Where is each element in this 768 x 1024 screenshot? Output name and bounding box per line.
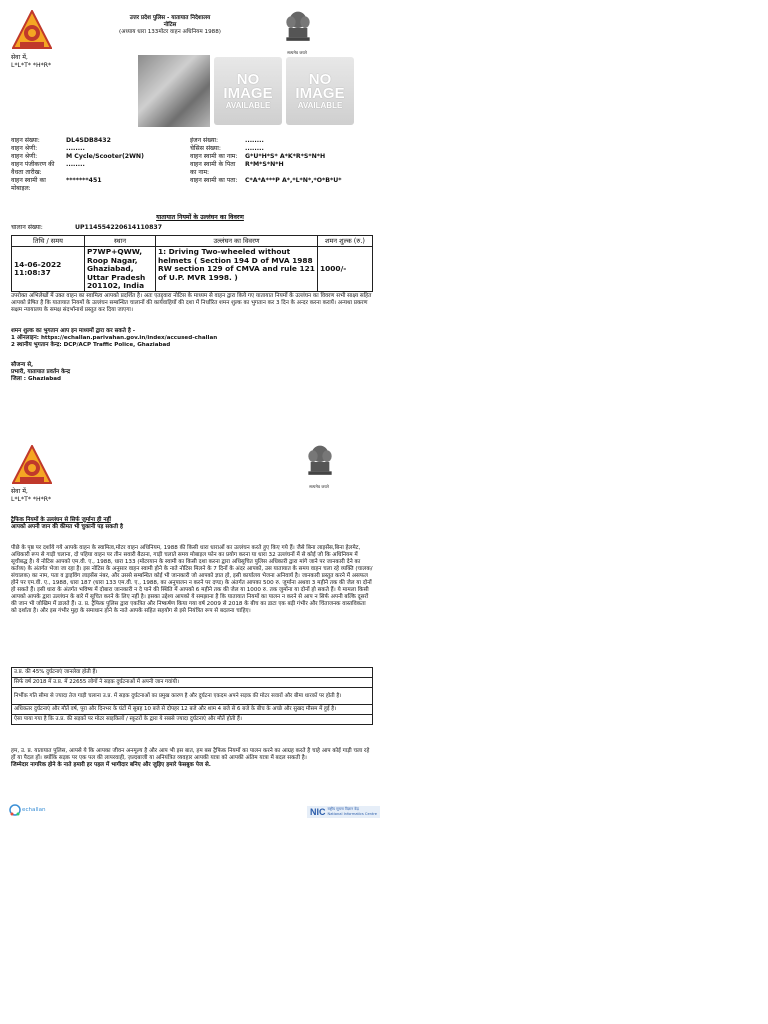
violation-place: P7WP+QWW, Roop Nagar, Ghaziabad, Uttar Pradesh 201102, India: [85, 247, 156, 292]
col-header: तिथि / समय: [12, 236, 85, 247]
recipient-label: सेवा में,: [11, 54, 28, 61]
awareness-body: पीछे के पृष्ठ पर दर्शाये गये आपके वाहन के स्वामित्व,मोटर वाहन अधिनियम, 1988 की किसी धारा धाराओं का उल्लंघन करते हुए किए गये हैं। जैसे बिना लाइसेंस,बिना हेलमेट, अधिकारी रूप से गाड़ी चलाना, दो पहिया वाहन पर तीन सवारी बैठाना, गाड़ी चलाते समय मोबाइल फोन का प्रयोग करना या धारा 32 उल्लंघनों में से कोई जो कि अधिनियम में सूचीबद्ध है। ये नोटिस आपको एम.वी. ए., 1988, धारा 133 (मोटरयान के स्वामी का किसी दशा करना द्वारा अधिसूचित पुलिस अधिकारी द्वारा मांगे जाने पर जानकारी देने का कर्तव्य) के अंतर्गत भेजा जा रहा है। इस नोटिस के अनुसार वाहन स्वामी होने के नाते नोटिस मिलने के 7 दिनों के अंदर आपको, उस यातायात के समय वाहन चला रहे व्यक्ति (चालक/संचालक) का नाम, पता व ड्राइविंग लाइसेंस नंबर, और उससे सम्बन्धित कोई भी जानकारी जो आपको ज्ञात हो, इसी कार्यालय भेजना अनिवार्य है। जानकारी प्रस्तुत करने में असफल होने पर एम.वी. ए., 1988, धारा 187 (धारा 133 एम.वी. ए., 1988, का अनुपालन न करने पर दण्ड) के अंतर्गत आपका 500 रु. जुर्माना अथवा 3 महीने तक की जेल या दोनों हो सकते हैं। इसी धारा के अंतर्गत भविष्य में दोबारा जानकारी न दे पाने की स्थिति में आपको 6 महीने तक की जेल या 1000 रु. तक जुर्माना या दोनों हो सकते हैं। ये मामला किसी आपको आपके द्वारा उल्लंघन के बारे में सूचित करने के लिए नहीं है। इसका उद्देश्य आपको ये समझाना है कि यातायात नियमों का पालन न करने से आप न सिर्फ अपनी बल्कि दूसरों की जान भी जोखिम में डालते हैं। उ. प्र. ट्रैफिक पुलिस द्वारा एकत्रित और निष्कर्षण किया गया वर्ष 2009 से 2018 के बीच का डाटा एक बड़ी गंभीर और चिंताजनक वास्तविकता को दर्शाता है। और इस गंभीर मुद्दा के समाधान होने के नाते आपके सहित सहयोग से इसे नियंत्रित रूप से बदलना चाहिए।: [11, 545, 373, 614]
detail-row: वाहन श्रेणी: M Cycle/Scooter(2WN): [11, 153, 144, 160]
headline-block: [11, 517, 123, 531]
nic-line-2: National Informatics Centre: [327, 812, 377, 816]
no-image-placeholder-1: NO IMAGE AVAILABLE: [214, 57, 282, 125]
col-header: शमन शुल्क (रु.): [318, 236, 373, 247]
violation-table: [11, 235, 373, 292]
recipient-name: L*L*T* *H*R*: [11, 496, 52, 503]
emblem-caption: सत्यमेव जयते: [309, 484, 329, 489]
headline-2: आपको अपनी जान की कीमत भी चुकानी पड़ सकती है: [11, 524, 123, 530]
headline-1: ट्रैफिक नियमों के उल्लंघन से सिर्फ जुर्माना ही नहीं: [11, 517, 111, 523]
fact-cell: निर्भीक गति सीमा से ज्यादा तेज गाड़ी चलाना उ.प्र. में सड़क दुर्घटनाओं का प्रमुख कारण है और दुर्घटना एकदम अपने सड़क की मोटर सवारों और बीमा धारकों पर होती है।: [12, 688, 373, 705]
details-left: [11, 137, 144, 193]
notice-header: [90, 15, 250, 36]
col-header: स्थान: [85, 236, 156, 247]
national-emblem: [284, 10, 310, 55]
facts-table: [11, 667, 373, 725]
signature-line-1: सौजन्य से,: [11, 362, 34, 368]
signature-block: [11, 362, 70, 383]
vehicle-photo: [138, 55, 210, 127]
emblem-caption: सत्यमेव जयते: [287, 50, 307, 55]
fact-cell: ऐसा पाया गया है कि उ.प्र. की सड़कों पर मोटर साइकिलों / स्कूटरों के द्वारा ये सबसे ज्यादा दुर्घटनाएं और मौतें होती हैं।: [12, 715, 373, 725]
detail-row: वाहन स्वामी के पिता R*M*S*N*H: [190, 161, 284, 168]
payment-block: [11, 328, 373, 349]
fact-cell: उ.प्र. की 45% दुर्घटनाएं जानलेवा होती हैं।: [12, 668, 373, 678]
violation-datetime: 14-06-2022 11:08:37: [12, 247, 85, 292]
national-emblem: [306, 444, 332, 489]
detail-row: चेसिस संख्या: ........: [190, 145, 264, 152]
no-image-placeholder-2: NO IMAGE AVAILABLE: [286, 57, 354, 125]
detail-row: वाहन पंजीकरण की ........: [11, 161, 85, 168]
detail-row: वाहन स्वामी का *******451: [11, 177, 102, 184]
fact-cell: अधिकतर दुर्घटनाएं और मौतें वर्ष, पूरा और दिनभर के घंटों में सुबह 10 बजे से दोपहर 12 बजे और शाम 4 बजे से 6 बजे के बीच के अच्छे और सुखद मौसम में हुई है।: [12, 705, 373, 715]
detail-row: का नाम:: [190, 169, 210, 176]
closing-bold: जिम्मेदार नागरिक होने के नाते हमारी हर पहल में भागीदार बनिए और जुड़िए हमारे फेसबुक पेज से.: [11, 762, 211, 768]
challan-row: [11, 224, 162, 232]
detail-row: वाहन स्वामी का नाम: G*U*H*S* A*K*R*S*N*H: [190, 153, 326, 160]
nic-mark-icon: NIC: [310, 807, 326, 817]
table-row: [12, 247, 373, 292]
detail-row: मोबाइल:: [11, 185, 31, 192]
payment-title: शमन शुल्क का भुगतान आप इन माध्यमों द्वारा कर सकते है -: [11, 328, 136, 334]
detail-row: इंजन संख्या: ........: [190, 137, 264, 144]
challan-label: चालान संख्या:: [11, 224, 43, 231]
echallan-icon: [8, 803, 22, 817]
echallan-text: echallan: [22, 806, 46, 813]
violation-fine: 1000/-: [318, 247, 373, 292]
nic-line-1: राष्ट्रीय सूचना विज्ञान केंद्र: [327, 807, 359, 812]
details-right: [190, 137, 341, 185]
recipient-block: [11, 488, 51, 504]
table-row: [12, 705, 373, 715]
payment-local: 2 स्थानीय भुगतान केन्द्र: DCP/ACP Traffic Police, Ghaziabad: [11, 342, 171, 348]
detail-row: वाहन संख्या: DL4SDB8432: [11, 137, 111, 144]
detail-row: वैधता तारीख:: [11, 169, 42, 176]
header-line-3: (अध्याय धारा 133मोटर वाहन अधिनियम 1988): [119, 29, 221, 35]
table-row: [12, 668, 373, 678]
echallan-logo: [8, 803, 46, 817]
violation-section-title: यातायात नियमों के उल्लंघन का विवरण: [156, 214, 244, 221]
col-header: उल्लंघन का विवरण: [156, 236, 318, 247]
recipient-label: सेवा में,: [11, 488, 28, 495]
header-line-1: उत्तर प्रदेश पुलिस - यातायात निदेशालय: [129, 15, 211, 21]
detail-row: वाहन स्वामी का पता: C*A*A***P A*,*L*N*,*O*B*U*: [190, 177, 342, 184]
table-row: [12, 678, 373, 688]
recipient-block: [11, 54, 51, 70]
violation-description: 1: Driving Two-wheeled without helmets ( Section 194 D of MVA 1988 RW section 129 of CMVA and rule 121 of U.P. MVR 1998. ): [156, 247, 318, 292]
payment-online[interactable]: 1 ऑनलाइन: https://echallan.parivahan.gov.in/index/accused-challan: [11, 335, 218, 341]
up-police-logo: [12, 10, 52, 50]
table-row: [12, 688, 373, 705]
closing-block: [11, 748, 373, 769]
challan-number: UP114554220614110837: [74, 224, 163, 231]
table-row: [12, 715, 373, 725]
detail-row: वाहन श्रेणी: ........: [11, 145, 85, 152]
closing-text: हम, उ. प्र. यातायात पुलिस, आपसे ये कि आपका जीवन अनमूल्य है और आप भी इस बात, हम बस ट्रैफिक नियमों का पालन करने का आग्रह करते है चाहे आप कोई गाड़ी चला रहे हों या पैदल हों। क्योंकि सड़क पर एक पल की लापरवाही, ज़ल्दबाजी या अनियंत्रित व्यवहार आपकी यात्रा को आपकी अंतिम यात्रा में बदल सकती है।: [11, 748, 370, 761]
up-police-logo: [12, 445, 52, 485]
signature-line-3: जिला : Ghaziabad: [11, 376, 62, 382]
nic-logo: [307, 806, 380, 818]
header-line-2: नोटिस: [163, 22, 177, 28]
fact-cell: सिर्फ वर्ष 2018 में उ.प्र. में 22655 लोगों ने सड़क दुर्घटनाओं में अपनी जान गवांयी।: [12, 678, 373, 688]
signature-line-2: प्रभारी, यातायात प्रवर्तन केन्द्र: [11, 369, 71, 375]
table-header-row: [12, 236, 373, 247]
recipient-name: L*L*T* *H*R*: [11, 62, 52, 69]
notice-paragraph: उपरोक्त अभिलेखों में उक्त वाहन का स्वामित्व आपको प्रदर्शित है। अतः एतद्द्वारा नोटिस के माध्यम से वाहन द्वारा किये गए यातायात नियमों के उल्लंघन का विवरण सभी साक्ष्य सहित आपको प्रेषित है कि यातायात नियमों के उल्लंघन सम्बन्धित चालानों की कार्यवाहियों की दशा में निर्धारित शमन शुल्क का भुगतान कर 3 दिन के अन्दर करना करायें। अन्यथा प्रकरण सक्षम न्यायालय के समक्ष संदर्भानार्थ प्रस्तुत कर दिया जाएगा।: [11, 293, 372, 313]
